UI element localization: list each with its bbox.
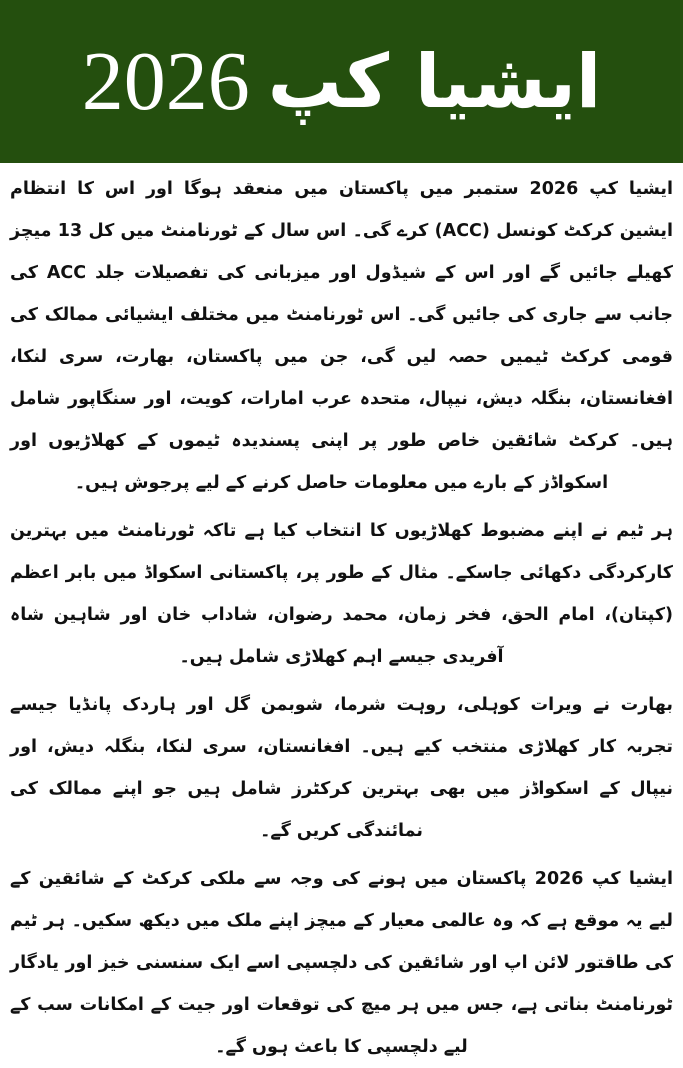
paragraph-intro: ایشیا کپ 2026 ستمبر میں پاکستان میں منعقد ہوگا اور اس کا انتظام ایشین کرکٹ کونسل (ACC) کرے گی۔ اس سال کے ٹورنامنٹ میں کل 13 میچز کھیلے جائیں گے اور اس کے شیڈول اور میزبانی کی تفصیلات جلد ACC کی جانب سے جاری کی جائیں گی۔ اس ٹورنامنٹ میں مختلف ایشیائی ممالک کی قومی کرکٹ ٹیمیں حصہ لیں گی، جن میں پاکستان، بھارت، سری لنکا، افغانستان، بنگلہ دیش، نیپال، متحدہ عرب امارات، کویت، اور سنگاپور شامل ہیں۔ کرکٹ شائقین خاص طور پر اپنی پسندیدہ ٹیموں کے کھلاڑیوں اور اسکواڈز کے بارے میں معلومات حاصل کرنے کے لیے پرجوش ہیں۔ [10,179,673,493]
paragraph-other-squads: بھارت نے ویرات کوہلی، روہت شرما، شوبمن گل اور ہاردک پانڈیا جیسے تجربہ کار کھلاڑی منتخب کیے ہیں۔ افغانستان، سری لنکا، بنگلہ دیش، اور نیپال کے اسکواڈز میں بھی بہترین کرکٹرز شامل ہیں جو اپنے ممالک کی نمائندگی کریں گے۔ [10,695,673,841]
banner-year: 2026 [81,34,250,128]
paragraph-pakistan-squad: ہر ٹیم نے اپنے مضبوط کھلاڑیوں کا انتخاب کیا ہے تاکہ ٹورنامنٹ میں بہترین کارکردگی دکھائی جاسکے۔ مثال کے طور پر، پاکستانی اسکواڈ میں بابر اعظم (کپتان)، امام الحق، فخر زمان، محمد رضوان، شاداب خان اور شاہین شاہ آفریدی جیسے اہم کھلاڑی شامل ہیں۔ [10,521,673,667]
title-banner [0,0,683,163]
article-body [10,168,673,1057]
banner-title: ایشیا کپ [267,38,602,125]
paragraph-conclusion: ایشیا کپ 2026 پاکستان میں ہونے کی وجہ سے ملکی کرکٹ کے شائقین کے لیے یہ موقع ہے کہ وہ عالمی معیار کے میچز اپنے ملک میں دیکھ سکیں۔ ہر ٹیم کی طاقتور لائن اپ اور شائقین کی دلچسپی اسے ایک سنسنی خیز اور یادگار ٹورنامنٹ بناتی ہے، جس میں ہر میچ کی توقعات اور جیت کے امکانات سب کے لیے دلچسپی کا باعث ہوں گے۔ [10,869,673,1057]
